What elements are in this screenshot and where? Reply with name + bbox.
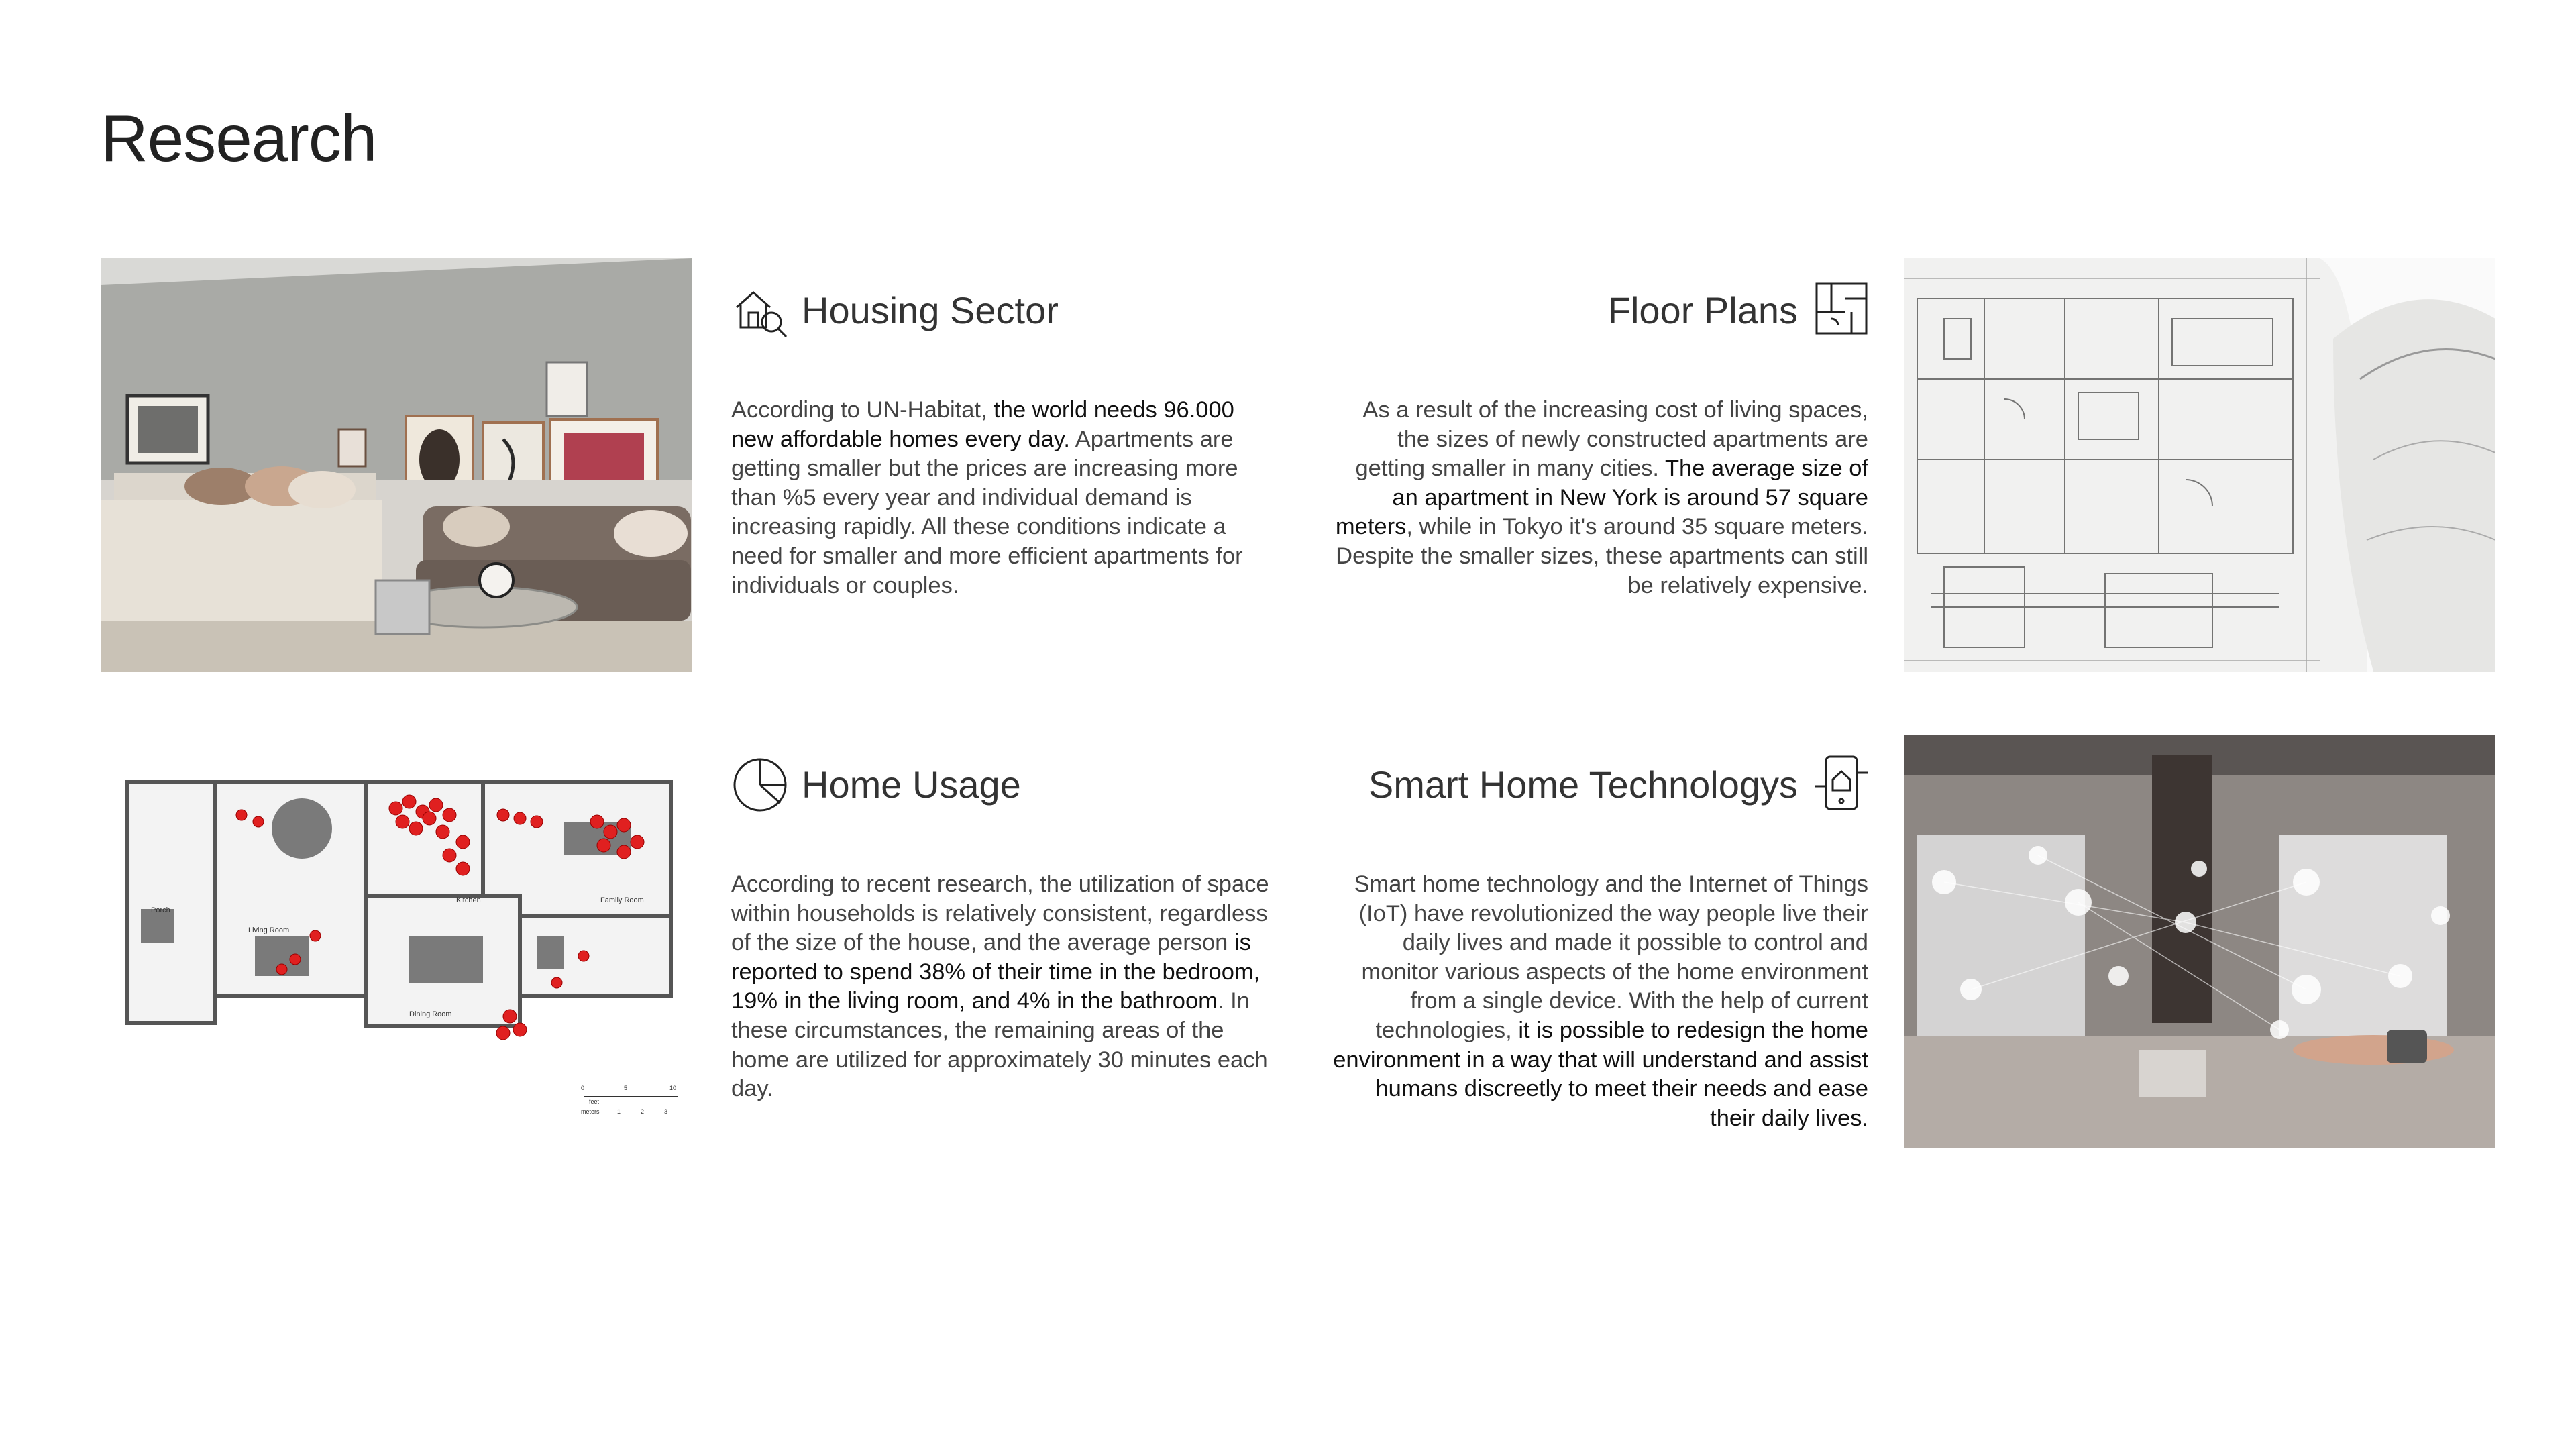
blueprint-photo (1904, 258, 2496, 672)
usage-heading: Home Usage (802, 763, 1021, 806)
smart-home-photo (1904, 735, 2496, 1148)
floor-text (1325, 396, 1868, 600)
floor-heading: Floor Plans (1607, 289, 1798, 331)
usage-text-part-2: . In these circumstances, the remaining areas of the home are utilized for approximately 30 minutes each day. (731, 988, 1268, 1102)
scale-tick-10: 10 (669, 1085, 677, 1091)
scale-tick-0: 0 (581, 1085, 585, 1091)
heatmap-floor-plan (101, 735, 692, 1130)
scale-tick-m1: 1 (617, 1108, 621, 1115)
smart-home-phone-icon (1811, 753, 1872, 813)
smart-text-emphasis: it is possible to redesign the home environment in a way that will understand and assist humans discreetly to meet their needs and ease their daily lives. (1333, 1017, 1868, 1131)
plan-label-porch: Porch (151, 906, 170, 914)
smart-text-part-1: Smart home technology and the Internet of Things (IoT) have revolutionized the way people live their daily lives and made it possible to control and monitor various aspects of the home environment from a single device. With the help of current technologies, (1354, 871, 1868, 1043)
living-room-photo (101, 258, 692, 672)
scale-unit-meters: meters (581, 1108, 600, 1115)
usage-text-part-1: According to recent research, the utilization of space within households is relatively consistent, regardless of the size of the house, and the average person (731, 871, 1269, 956)
smart-heading: Smart Home Technologys (1368, 763, 1798, 806)
usage-text-emphasis: is reported to spend 38% of their time in the bedroom, 19% in the living room, and 4% in the bathroom (731, 930, 1260, 1014)
usage-text (731, 870, 1275, 1104)
plan-label-dining: Dining Room (409, 1010, 452, 1018)
floor-text-emphasis: The average size of an apartment in New York is around 57 square meters (1335, 455, 1868, 540)
housing-text (731, 396, 1275, 600)
page-title: Research (101, 101, 377, 175)
floor-plan-icon (1811, 278, 1872, 339)
plan-label-family: Family Room (600, 896, 644, 904)
scale-tick-m2: 2 (641, 1108, 645, 1115)
pie-chart-icon (730, 755, 790, 815)
house-search-icon (730, 280, 790, 341)
housing-text-emphasis: the world needs 96.000 new affordable homes every day. (731, 397, 1234, 452)
housing-heading: Housing Sector (802, 289, 1059, 331)
scale-unit-feet: feet (589, 1098, 600, 1105)
plan-label-kitchen: Kitchen (456, 896, 481, 904)
floor-text-part-2: , while in Tokyo it's around 35 square meters. Despite the smaller sizes, these apartments can still be relatively expensive. (1336, 514, 1868, 598)
housing-text-part-1: According to UN-Habitat, (731, 397, 994, 423)
plan-label-living: Living Room (248, 926, 290, 934)
scale-tick-5: 5 (624, 1085, 628, 1091)
scale-tick-m3: 3 (664, 1108, 668, 1115)
floor-text-part-1: As a result of the increasing cost of living spaces, the sizes of newly constructed apartments are getting smaller in many cities. (1355, 397, 1868, 482)
housing-text-part-2: Apartments are getting smaller but the prices are increasing more than %5 every year and individual demand is increasing rapidly. All these conditions indicate a need for smaller and more efficient apartments for individuals or couples. (731, 426, 1243, 598)
smart-text (1325, 870, 1868, 1133)
